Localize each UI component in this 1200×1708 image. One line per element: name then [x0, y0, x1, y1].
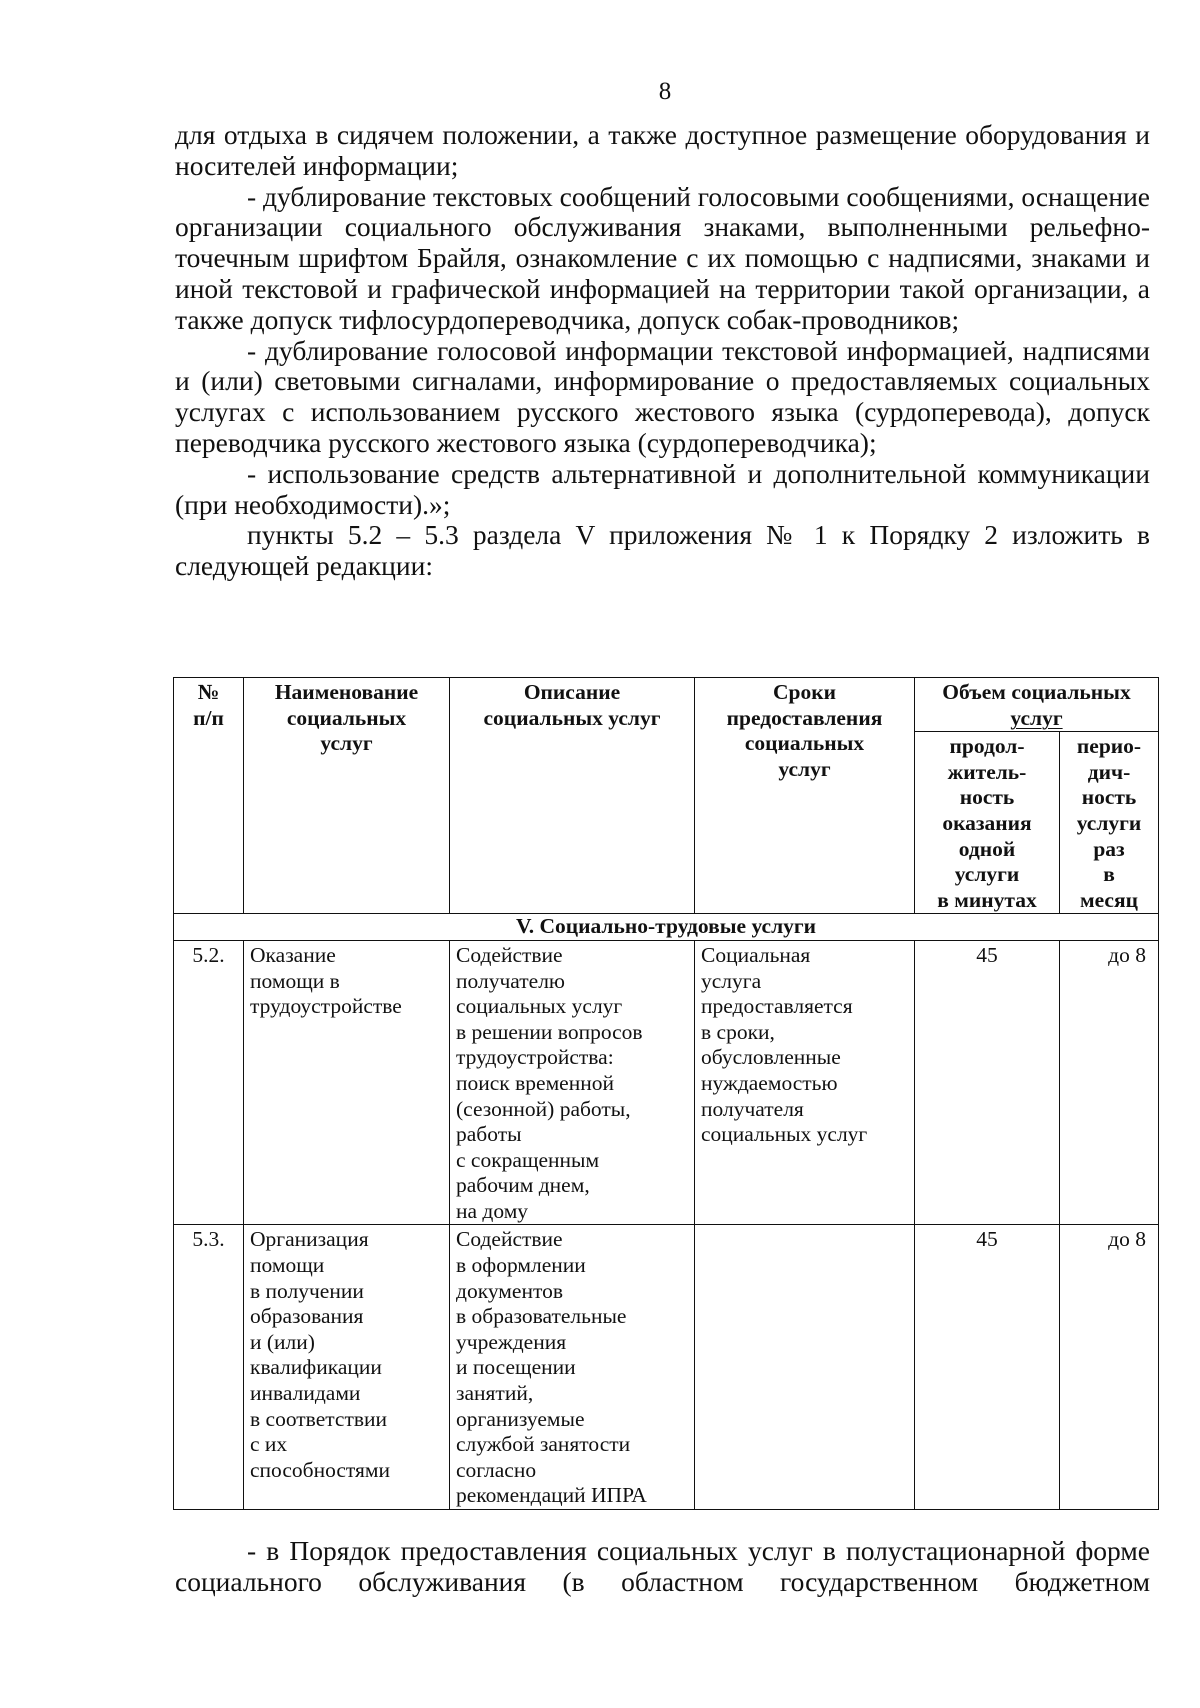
- header-num: [174, 678, 244, 914]
- cell-line: на дому: [456, 1198, 529, 1223]
- row-name: [244, 940, 450, 1225]
- cell-line: в образовательные: [456, 1304, 627, 1329]
- cell-line: работы: [456, 1122, 522, 1147]
- cell-line: в: [1103, 862, 1115, 887]
- cell-line: Организация: [250, 1227, 369, 1252]
- cell-line: помощи: [250, 1253, 325, 1278]
- row-duration: 45: [915, 940, 1060, 1225]
- cell-line: предоставления: [726, 705, 883, 730]
- cell-line: в оформлении: [456, 1253, 586, 1278]
- cell-line: услуга: [701, 968, 762, 993]
- row-description: [450, 940, 695, 1225]
- paragraph-3: - дублирование голосовой информации текстовой информацией, надписями и (или) световыми сигналами, информирование о предоставляемых социальных услугах с использованием русского жестового языка (сурдоперевода), допуск переводчика русского жестового языка (сурдопереводчика);: [175, 334, 1150, 458]
- cell-line: социальных: [286, 705, 407, 730]
- cell-line: ность: [959, 785, 1015, 810]
- cell-line: и посещении: [456, 1355, 576, 1380]
- cell-line: услуги: [954, 862, 1020, 887]
- cell-line: оказания: [942, 810, 1032, 835]
- row-duration: 45: [915, 1225, 1060, 1510]
- row-terms: [695, 940, 915, 1225]
- table-row: [174, 940, 1159, 1225]
- cell-line: п/п: [193, 705, 224, 730]
- cell-line: ность: [1081, 785, 1137, 810]
- cell-line: образования: [250, 1304, 364, 1329]
- cell-line: месяц: [1079, 887, 1138, 912]
- cell-line: трудоустройстве: [250, 994, 402, 1019]
- cell-line: Объем социальных: [942, 680, 1131, 704]
- cell-line: Описание: [523, 680, 621, 704]
- cell-line: продол-: [949, 734, 1025, 759]
- section-title: V. Социально-трудовые услуги: [174, 914, 1159, 941]
- cell-line: Сроки: [772, 680, 836, 704]
- cell-line: трудоустройства:: [456, 1045, 614, 1070]
- cell-line: социальных: [744, 731, 865, 756]
- cell-line: согласно: [456, 1457, 537, 1482]
- row-name: [244, 1225, 450, 1510]
- cell-line: Социальная: [701, 942, 811, 967]
- cell-line: услуги: [1076, 810, 1142, 835]
- services-table: [173, 677, 1159, 1510]
- row-terms: [695, 1225, 915, 1510]
- cell-line: услуг: [320, 731, 373, 756]
- cell-line: раз: [1093, 836, 1125, 861]
- header-description: [450, 678, 695, 914]
- page-number: 8: [658, 78, 672, 105]
- row-num: 5.3.: [174, 1225, 244, 1510]
- table-row: [174, 1225, 1159, 1510]
- cell-line: рабочим днем,: [456, 1173, 590, 1198]
- cell-line: документов: [456, 1278, 563, 1303]
- cell-line: получателя: [701, 1096, 804, 1121]
- cell-line: с сокращенным: [456, 1147, 600, 1172]
- services-table-wrapper: [173, 677, 1158, 1510]
- cell-line: житель-: [947, 759, 1027, 784]
- cell-line: помощи в: [250, 968, 340, 993]
- cell-line: в сроки,: [701, 1019, 775, 1044]
- footer-text: [175, 1535, 1150, 1597]
- cell-line: в минутах: [937, 887, 1037, 912]
- cell-line: №: [197, 680, 220, 704]
- paragraph-2: - дублирование текстовых сообщений голосовыми сообщениями, оснащение организации социального обслуживания знаками, выполненными рельефно-точечным шрифтом Брайля, ознакомление с их помощью с надписями, знаками и иной текстовой и графической информацией на территории такой организации, а также допуск тифлосурдопереводчика, допуск собак-проводников;: [175, 180, 1150, 335]
- header-terms: [695, 678, 915, 914]
- cell-line: инвалидами: [250, 1381, 361, 1406]
- cell-line: занятий,: [456, 1381, 534, 1406]
- section-row: [174, 914, 1159, 941]
- cell-line: социальных услуг: [456, 994, 623, 1019]
- paragraph-5: пункты 5.2 – 5.3 раздела V приложения № 1 к Порядку 2 изложить в следующей редакции:: [175, 519, 1150, 582]
- body-text: [175, 120, 1150, 582]
- cell-line: (сезонной) работы,: [456, 1096, 631, 1121]
- cell-line: в получении: [250, 1278, 364, 1303]
- cell-line: услуг: [778, 756, 831, 781]
- header-periodicity: [1060, 732, 1159, 914]
- cell-line: одной: [958, 836, 1016, 861]
- cell-line: Содействие: [456, 942, 563, 967]
- cell-line: учреждения: [456, 1329, 567, 1354]
- cell-line: дич-: [1087, 759, 1131, 784]
- cell-line: обусловленные: [701, 1045, 841, 1070]
- header-duration: [915, 732, 1060, 914]
- cell-line: Наименование: [274, 680, 419, 704]
- cell-line: службой занятости: [456, 1432, 631, 1457]
- cell-line: и (или): [250, 1329, 315, 1354]
- cell-line: Оказание: [250, 942, 336, 967]
- cell-line: социальных услуг: [483, 705, 661, 730]
- cell-line: перио-: [1076, 734, 1142, 759]
- cell-line: в решении вопросов: [456, 1019, 643, 1044]
- cell-line: Содействие: [456, 1227, 563, 1252]
- cell-line: квалификации: [250, 1355, 382, 1380]
- row-periodicity: до 8: [1060, 940, 1159, 1225]
- row-periodicity: до 8: [1060, 1225, 1159, 1510]
- cell-line: получателю: [456, 968, 565, 993]
- cell-line: нуждаемостью: [701, 1070, 838, 1095]
- cell-line: в соответствии: [250, 1406, 388, 1431]
- cell-line: с их: [250, 1432, 288, 1457]
- cell-line: предоставляется: [701, 994, 853, 1019]
- table-header-row-1: [174, 678, 1159, 732]
- header-volume: [915, 678, 1159, 732]
- cell-line: организуемые: [456, 1406, 585, 1431]
- cell-line: социальных услуг: [701, 1122, 868, 1147]
- row-description: [450, 1225, 695, 1510]
- paragraph-1: для отдыха в сидячем положении, а также доступное размещение оборудования и носителей информации;: [175, 119, 1150, 181]
- cell-line: услуг: [1010, 705, 1063, 730]
- header-name: [244, 678, 450, 914]
- paragraph-4: - использование средств альтернативной и дополнительной коммуникации (при необходимости).»;: [175, 457, 1150, 520]
- cell-line: поиск временной: [456, 1070, 614, 1095]
- cell-line: способностями: [250, 1457, 391, 1482]
- cell-line: рекомендаций ИПРА: [456, 1483, 647, 1508]
- row-num: 5.2.: [174, 940, 244, 1225]
- footer-line-1: - в Порядок предоставления социальных услуг в полустационарной форме: [247, 1535, 1150, 1566]
- footer-line-2: социального обслуживания (в областном государственном бюджетном: [175, 1566, 1150, 1597]
